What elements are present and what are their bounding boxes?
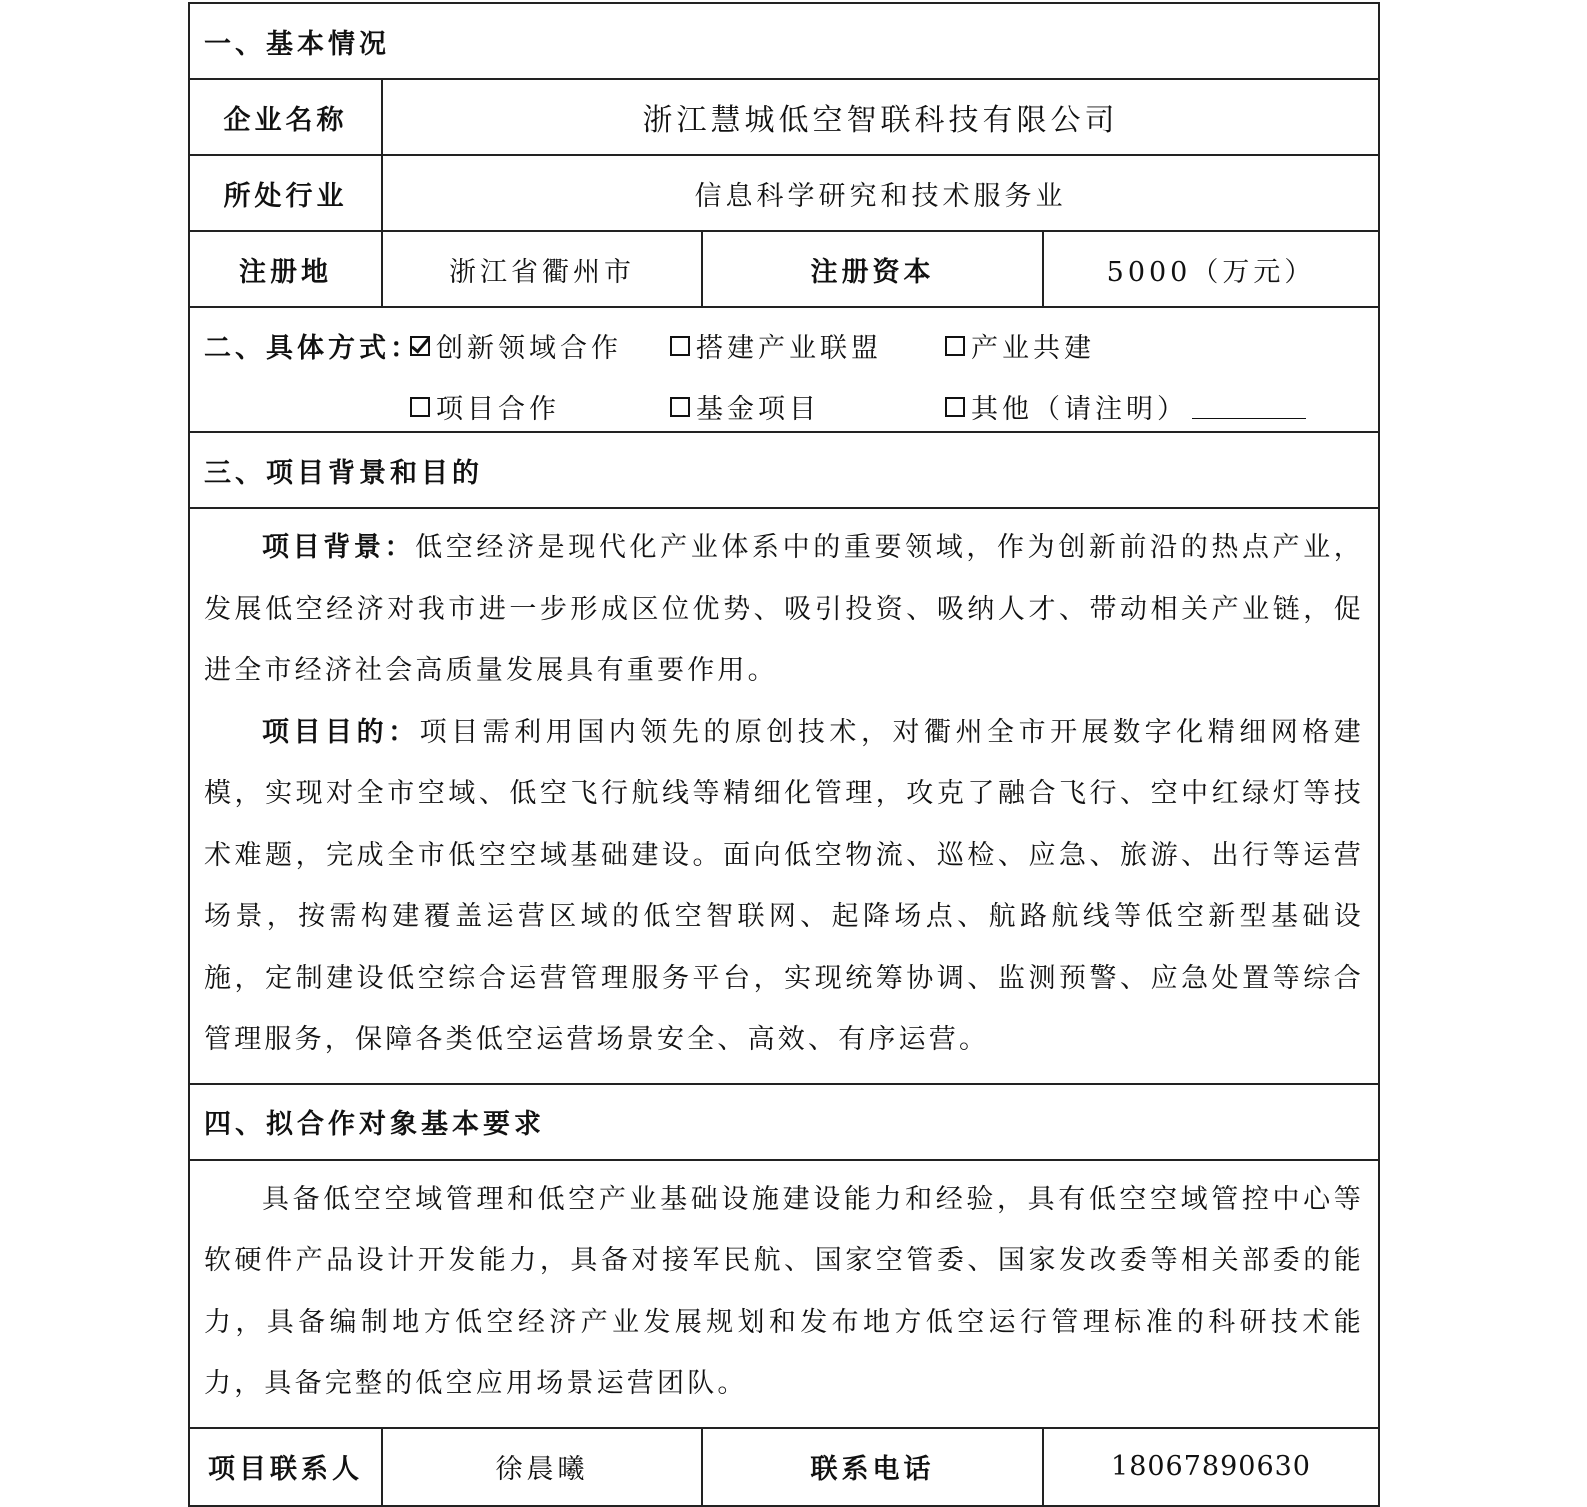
section-basic-title: 一、基本情况 [204,28,390,60]
option-label: 产业共建 [971,333,1095,364]
requirements-content [190,1161,1378,1429]
option-co-construction[interactable] [945,326,1095,365]
section-background-title: 三、项目背景和目的 [204,457,483,489]
option-label: 搭建产业联盟 [696,333,882,364]
section-requirements-title: 四、拟合作对象基本要求 [204,1109,545,1140]
checkbox-icon[interactable] [945,336,965,356]
reg-place-value: 浙江省衢州市 [381,232,701,306]
checkbox-icon[interactable] [945,397,965,417]
checkbox-icon[interactable] [670,336,690,356]
contact-person-label: 项目联系人 [208,1454,363,1485]
checkbox-icon[interactable] [670,397,690,417]
cooperation-form-table [188,2,1380,1507]
company-row [190,80,1378,156]
reg-place-label: 注册地 [239,256,332,288]
company-label: 企业名称 [223,104,348,136]
option-other[interactable] [945,387,1306,426]
purpose-lead: 项目目的： [262,716,420,748]
option-alliance[interactable] [670,326,882,365]
cooperation-methods-row [190,308,1378,433]
option-label: 其他（请注明） [971,394,1188,425]
option-label: 项目合作 [436,394,560,425]
industry-label: 所处行业 [223,180,348,212]
contact-phone-value: 18067890630 [1042,1429,1378,1505]
contact-person-value: 徐晨曦 [381,1429,701,1505]
purpose-text: 项目需利用国内领先的原创技术，对衢州全市开展数字化精细网格建模，实现对全市空域、低空飞行航线等精细化管理，攻克了融合飞行、空中红绿灯等技术难题，完成全市低空空域基础建设。面向低空物流、巡检、应急、旅游、出行等运营场景，按需构建覆盖运营区域的低空智联网、起降场点、航路航线等低空新型基础设施，定制建设低空综合运营管理服务平台，实现统筹协调、监测预警、应急处置等综合管理服务，保障各类低空运营场景安全、高效、有序运营。 [204,716,1365,1055]
industry-value: 信息科学研究和技术服务业 [381,156,1378,230]
industry-row [190,156,1378,232]
section-basic-header [190,4,1378,80]
company-value: 浙江慧城低空智联科技有限公司 [381,80,1378,154]
contact-row [190,1429,1378,1505]
option-label: 基金项目 [696,394,820,425]
option-project[interactable] [410,387,560,426]
background-lead: 项目背景： [262,532,416,563]
section-requirements-header [190,1085,1378,1161]
checkbox-icon[interactable] [410,397,430,417]
contact-phone-label: 联系电话 [701,1429,1042,1505]
option-innovation[interactable] [410,326,622,365]
option-label: 创新领域合作 [436,333,622,364]
checked-box-icon[interactable] [410,336,430,356]
background-purpose-content [190,509,1378,1085]
methods-prefix: 二、具体方式： [204,333,421,364]
section-background-header [190,433,1378,509]
other-blank-line[interactable] [1192,394,1306,419]
reg-capital-label: 注册资本 [701,232,1042,306]
purpose-paragraph [204,702,1364,1071]
registration-row [190,232,1378,308]
requirements-text: 具备低空空域管理和低空产业基础设施建设能力和经验，具有低空空域管控中心等软硬件产品设计开发能力，具备对接军民航、国家空管委、国家发改委等相关部委的能力，具备编制地方低空经济产业发展规划和发布地方低空运行管理标准的科研技术能力，具备完整的低空应用场景运营团队。 [204,1183,1364,1399]
option-fund[interactable] [670,387,820,426]
background-text: 低空经济是现代化产业体系中的重要领域，作为创新前沿的热点产业，发展低空经济对我市进一步形成区位优势、吸引投资、吸纳人才、带动相关产业链，促进全市经济社会高质量发展具有重要作用。 [204,532,1365,686]
background-paragraph [204,517,1364,702]
reg-capital-value: 5000（万元） [1042,232,1378,306]
